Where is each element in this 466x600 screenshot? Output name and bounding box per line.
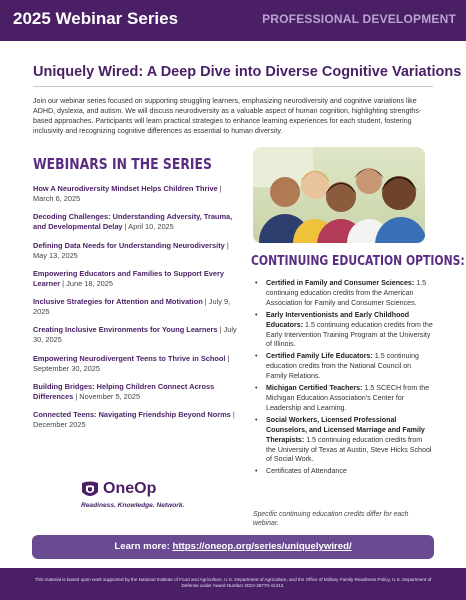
webinar-separator: | — [217, 184, 222, 193]
learn-more-banner — [32, 535, 434, 559]
webinar-date: July 30, 2025 — [33, 325, 237, 345]
webinar-date: June 18, 2025 — [66, 278, 114, 288]
learn-more-label: Learn more: — [114, 541, 173, 552]
webinar-title: Creating Inclusive Environments for Young Learners — [33, 325, 218, 335]
webinar-separator: | — [224, 240, 229, 250]
webinar-title: Connected Teens: Navigating Friendship Beyond Norms — [33, 410, 231, 420]
oneop-logo-icon — [79, 479, 101, 501]
oneop-wordmark: OneOp — [103, 480, 157, 497]
ce-credential: Certified Family Life Educators: — [266, 352, 373, 361]
webinar-date: July 9, 2025 — [33, 297, 231, 317]
bullet-icon: • — [255, 467, 258, 476]
continuing-education-heading: CONTINUING EDUCATION OPTIONS: — [251, 253, 465, 269]
page-title: Uniquely Wired: A Deep Dive into Diverse Cognitive Variations — [33, 64, 462, 80]
webinar-date: March 6, 2025 — [33, 194, 81, 203]
ce-list-item — [253, 352, 433, 382]
webinar-title: Empowering Neurodivergent Teens to Thrive in School — [33, 353, 226, 363]
webinar-title: Decoding Challenges: Understanding Adversity, Trauma, and Developmental Delay — [33, 212, 233, 232]
webinar-item — [33, 184, 238, 204]
webinar-separator: | — [202, 297, 209, 307]
ce-list-item — [253, 311, 433, 351]
webinar-separator: | — [73, 392, 80, 402]
learn-more-link[interactable]: https://oneop.org/series/uniquelywired/ — [172, 541, 352, 552]
webinar-date: December 2025 — [33, 420, 86, 430]
webinar-title: How A Neurodiversity Mindset Helps Children Thrive — [33, 184, 218, 193]
bullet-icon: • — [255, 415, 258, 424]
webinar-item — [33, 354, 238, 374]
continuing-education-note: Specific continuing education credits differ for each webinar. — [253, 511, 409, 527]
children-photo-illustration — [253, 147, 425, 243]
ce-description: Certificates of Attendance — [266, 467, 347, 476]
webinar-separator: | — [230, 410, 235, 420]
webinar-item — [33, 241, 238, 261]
webinar-separator: | — [217, 325, 224, 335]
webinar-date: May 13, 2025 — [33, 250, 78, 260]
bullet-icon: • — [255, 310, 258, 319]
title-divider — [33, 86, 433, 87]
webinar-separator: | — [122, 222, 129, 232]
category-label: PROFESSIONAL DEVELOPMENT — [262, 12, 456, 26]
ce-list-item — [253, 279, 433, 309]
ce-description: 1.5 continuing education credits from the National Council on Family Relations. — [266, 352, 419, 381]
webinar-title: Defining Data Needs for Understanding Neurodiversity — [33, 240, 225, 250]
ce-description: 1.5 continuing education credits from the University of Texas at Austin, Steve Hicks School of Social Work. — [266, 435, 432, 464]
webinar-item — [33, 382, 238, 402]
ce-list-item — [253, 416, 433, 466]
webinar-date: April 10, 2025 — [128, 222, 174, 232]
webinar-separator: | — [225, 353, 230, 363]
continuing-education-list — [253, 279, 433, 479]
bullet-icon: • — [255, 384, 258, 393]
ce-list-item — [253, 467, 433, 477]
ce-credential: Early Interventionists and Early Childhood Educators: — [266, 310, 410, 329]
webinar-item — [33, 410, 238, 430]
oneop-logo[interactable] — [79, 479, 189, 513]
webinar-title: Inclusive Strategies for Attention and Motivation — [33, 297, 203, 307]
webinar-date: November 5, 2025 — [79, 392, 141, 402]
webinar-date: September 30, 2025 — [33, 363, 100, 373]
bullet-icon: • — [255, 352, 258, 361]
webinar-separator: | — [60, 278, 67, 288]
ce-credential: Michigan Certified Teachers: — [266, 384, 363, 393]
ce-credential: Social Workers, Licensed Professional Counselors, and Licensed Marriage and Family Therapists: — [266, 415, 425, 444]
children-photo — [253, 147, 425, 243]
webinar-item — [33, 212, 238, 232]
webinar-item — [33, 325, 238, 345]
funding-disclaimer: This material is based upon work supported by the National Institute of Food and Agriculture, U.S. Department of Agriculture, and the Office of Military Family Readiness Policy, U.S. Department of Defense under Award Number 2023-48770-41312. — [34, 577, 432, 589]
webinar-title: Building Bridges: Helping Children Connect Across Differences — [33, 382, 215, 402]
footer-bar — [0, 568, 466, 600]
bullet-icon: • — [255, 279, 258, 287]
ce-description: 1.5 SCECH from the Michigan Education Association's Center for Leadership and Learning. — [266, 384, 430, 412]
oneop-tagline: Readiness. Knowledge. Network. — [81, 502, 185, 509]
webinar-title: Empowering Educators and Families to Support Every Learner — [33, 268, 224, 288]
series-title: 2025 Webinar Series — [13, 9, 179, 28]
webinar-list — [33, 184, 238, 439]
ce-credential: Certified in Family and Consumer Sciences: — [266, 279, 415, 287]
webinar-item — [33, 269, 238, 289]
ce-description: 1.5 continuing education credits from the American Association for Family and Consumer Sciences. — [266, 279, 427, 307]
ce-description: 1.5 continuing education credits from the Early Intervention Training Program at the University of Illinois. — [266, 320, 433, 349]
webinars-heading: WEBINARS IN THE SERIES — [33, 155, 212, 173]
webinar-item — [33, 297, 238, 317]
header-bar — [0, 0, 466, 41]
ce-list-item — [253, 384, 433, 414]
intro-paragraph: Join our webinar series focused on supporting struggling learners, emphasizing neurodiversity and cognitive variations like ADHD, dyslexia, and autism. We will discuss neurodiversity as a valuable aspect of human cognition, highlighting strengths-based approaches. Participants will learn practical strategies to enhance learning experiences for each student, fostering inclusivity and recognizing cognitive differences as essential to human diversity. — [33, 97, 422, 135]
